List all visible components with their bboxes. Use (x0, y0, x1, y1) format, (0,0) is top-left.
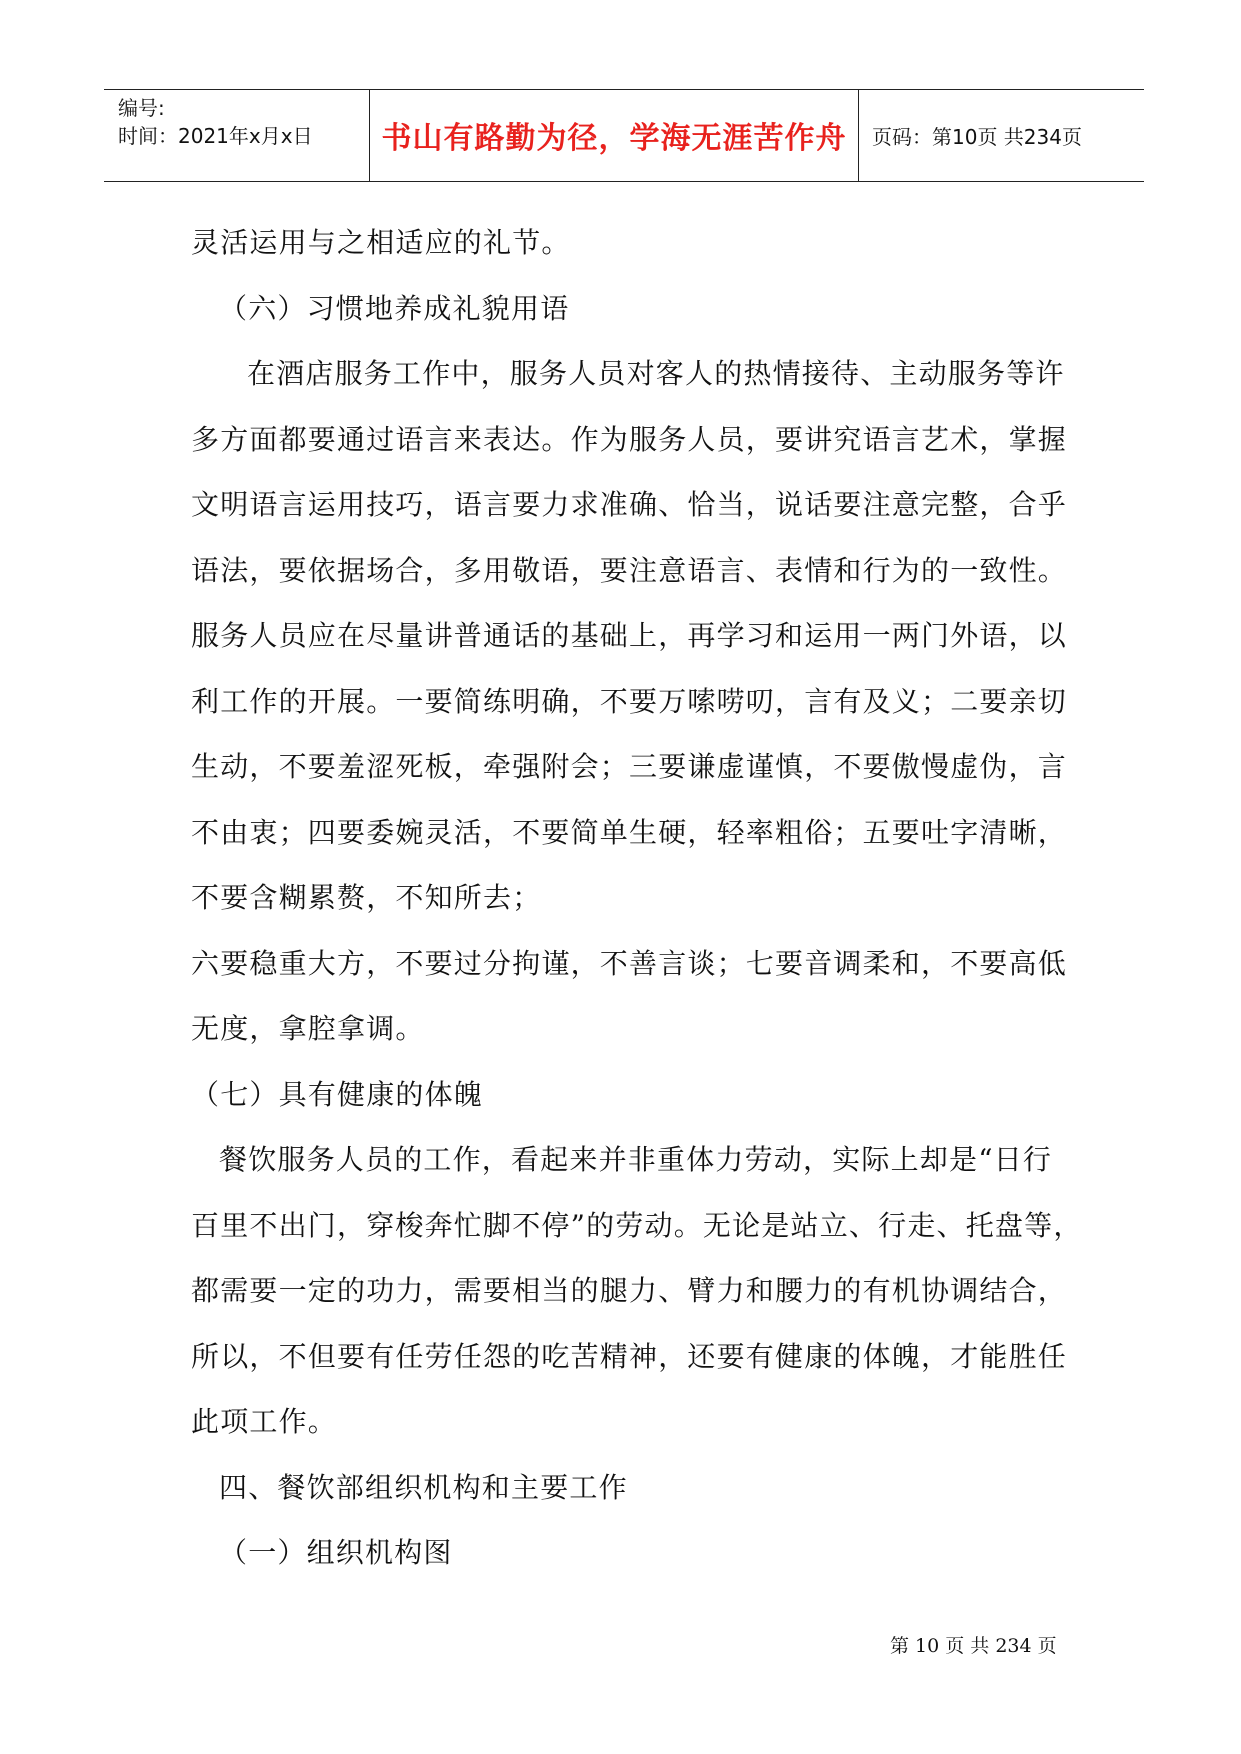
body-line: 所以，不但要有任劳任怨的吃苦精神，还要有健康的体魄，才能胜任 (191, 1339, 1068, 1373)
document-body (191, 210, 1083, 1586)
body-line: 服务人员应在尽量讲普通话的基础上，再学习和运用一两门外语，以 (191, 619, 1068, 652)
header-time-label: 时间：2021年x月x日 (118, 124, 313, 148)
body-line: 语法，要依据场合，多用敬语，要注意语言、表情和行为的一致性。 (191, 553, 1068, 587)
section-heading: 四、餐饮部组织机构和主要工作 (219, 1470, 628, 1504)
body-line: 灵活运用与之相适应的礼节。 (191, 226, 571, 259)
header-meta (118, 94, 313, 150)
page-footer: 第 10 页 共 234 页 (890, 1635, 1057, 1657)
body-line: 不要含糊累赘，不知所去； (191, 881, 542, 914)
header-divider (858, 90, 859, 181)
document-header (104, 89, 1144, 182)
body-line: 六要稳重大方，不要过分拘谨，不善言谈；七要音调柔和，不要高低 (191, 946, 1068, 980)
header-page-label: 页码：第10页 共234页 (872, 124, 1082, 149)
body-line: 多方面都要通过语言来表达。作为服务人员，要讲究语言艺术，掌握 (191, 422, 1068, 456)
body-line: 无度，拿腔拿调。 (191, 1012, 425, 1045)
body-line: 都需要一定的功力，需要相当的腿力、臂力和腰力的有机协调结合， (191, 1274, 1068, 1307)
body-line: 生动，不要羞涩死板，牵强附会；三要谦虚谨慎，不要傲慢虚伪，言 (191, 750, 1068, 783)
body-line: 不由衷；四要委婉灵活，不要简单生硬，轻率粗俗；五要吐字清晰， (191, 815, 1068, 849)
section-heading: （七）具有健康的体魄 (191, 1077, 484, 1111)
body-line: 餐饮服务人员的工作，看起来并非重体力劳动，实际上却是“日行 (219, 1143, 1053, 1176)
body-line: 百里不出门，穿梭奔忙脚不停”的劳动。无论是站立、行走、托盘等， (191, 1208, 1083, 1242)
section-heading: （一）组织机构图 (219, 1536, 453, 1569)
header-motto: 书山有路勤为径，学海无涯苦作舟 (381, 121, 847, 156)
body-line: 利工作的开展。一要简练明确，不要万嗦唠叨，言有及义；二要亲切 (191, 684, 1068, 718)
body-line: 在酒店服务工作中，服务人员对客人的热情接待、主动服务等许 (247, 357, 1065, 390)
body-line: 此项工作。 (191, 1405, 338, 1438)
body-line: 文明语言运用技巧，语言要力求准确、恰当，说话要注意完整，合乎 (191, 488, 1068, 521)
header-number-label: 编号: (118, 96, 165, 120)
section-heading: （六）习惯地养成礼貌用语 (219, 291, 570, 325)
